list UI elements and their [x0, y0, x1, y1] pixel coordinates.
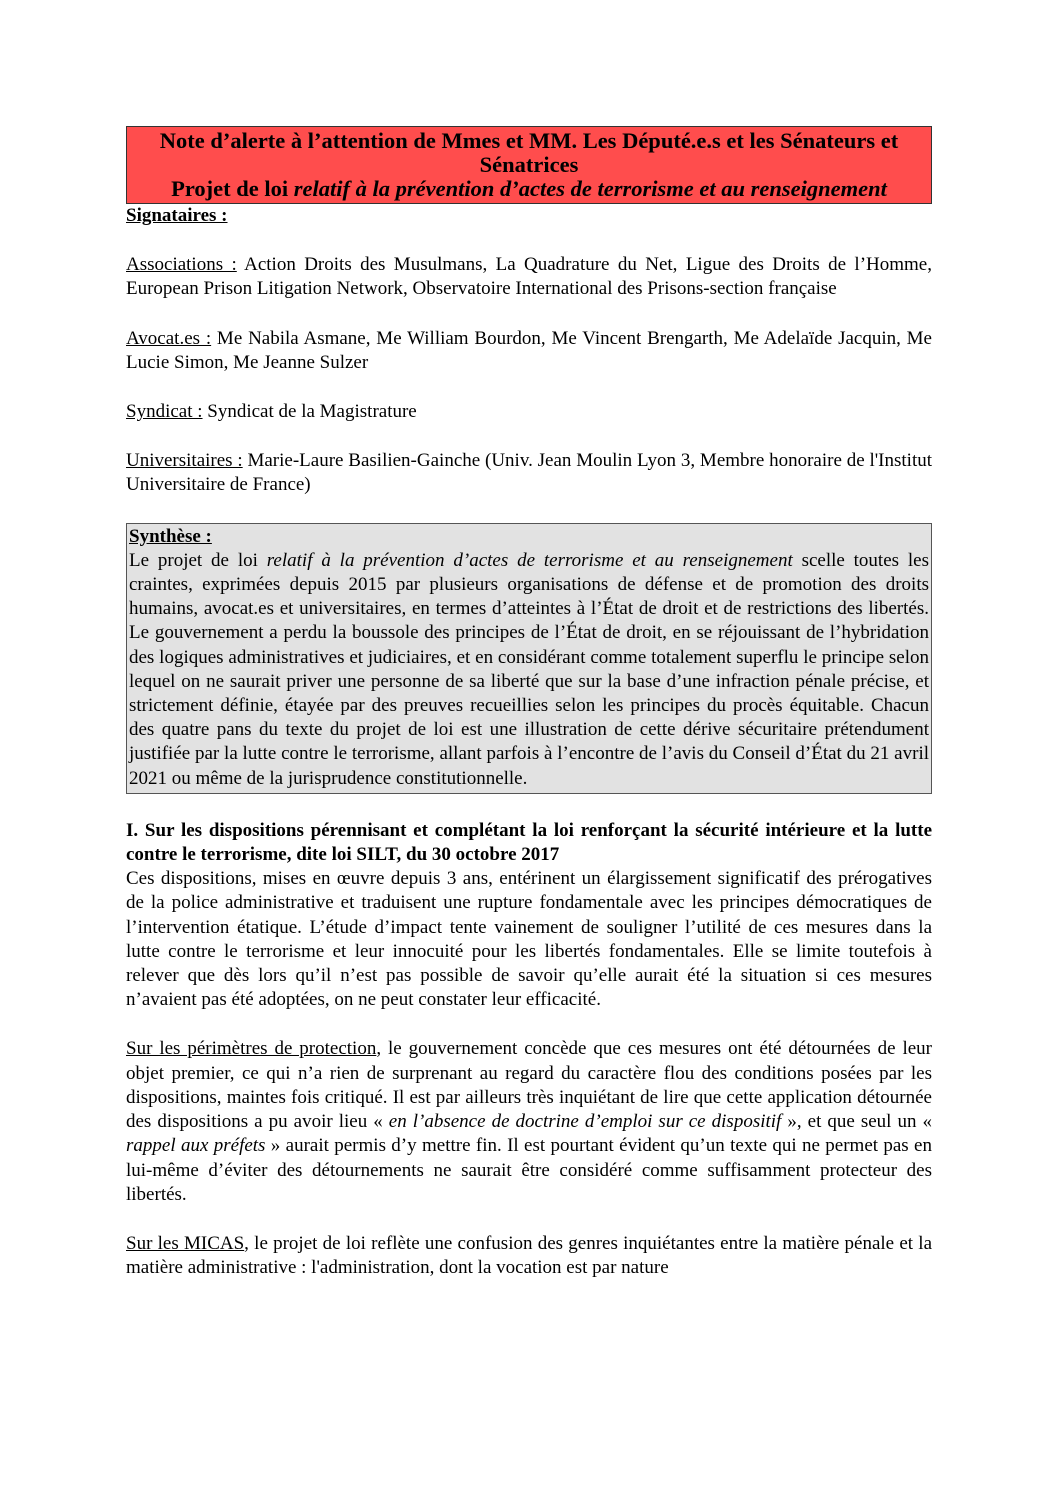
- synthese-text: Le projet de loi relatif à la prévention d’actes de terrorisme et au renseignement scelle toutes les craintes, exprimées depuis 2015 par plusieurs organisations de défense et de promotion des droits humains, avocat.es et universitaires, en termes d’atteintes à l’État de droit et de restrictions des libertés. Le gouvernement a perdu la boussole des principes de l’État de droit, en se réjouissant de l’hybridation des logiques administratives et judiciaires, et en considérant comme totalement superflu le principe selon lequel on ne saurait priver une personne de sa liberté que sur la base d’une infraction pénale précise, et strictement définie, étayée par des preuves recueillies selon les principes du procès équitable. Chacun des quatre pans du texte du projet de loi est une illustration de cette dérive sécuritaire prétendument justifiée par la lutte contre le terrorisme, allant parfois à l’encontre de l’avis du Conseil d’État du 21 avril 2021 ou même de la jurisprudence constitutionnelle.: [129, 549, 929, 789]
- synthese-box: [126, 523, 932, 794]
- universitaires-label: Universitaires :: [126, 450, 243, 472]
- alert-banner: [126, 126, 932, 204]
- avocats-paragraph: Avocat.es : Me Nabila Asmane, Me William Bourdon, Me Vincent Brengarth, Me Adelaïde Jacquin, Me Lucie Simon, Me Jeanne Sulzer: [126, 327, 932, 373]
- section-paragraph-1: Ces dispositions, mises en œuvre depuis 3 ans, entérinent un élargissement significatif des prérogatives de la police administrative et traduisent une rupture fondamentale avec les principes démocratiques de l’intervention étatique. L’étude d’impact tente vainement de souligner l’utilité de ces mesures dans la lutte contre le terrorisme et leur innocuité pour les libertés fondamentales. Elle se limite toutefois à relever que dès lors qu’il n’est pas possible de savoir qu’elle aurait été la situation si ces mesures n’avaient pas été adoptées, on ne peut constater leur efficacité.: [126, 868, 932, 1011]
- banner-subtitle: Projet de loi relatif à la prévention d’actes de terrorisme et au renseignement: [171, 176, 887, 201]
- document-content: [126, 126, 932, 1280]
- universitaires-paragraph: Universitaires : Marie-Laure Basilien-Gainche (Univ. Jean Moulin Lyon 3, Membre honoraire de l'Institut Universitaire de France): [126, 450, 932, 496]
- micas-label: Sur les MICAS: [126, 1232, 245, 1254]
- section-paragraph-2: Sur les périmètres de protection, le gouvernement concède que ces mesures ont été détournées de leur objet premier, ce qui n’a rien de surprenant au regard du caractère flou des conditions posées par les dispositions, maintes fois critiqué. Il est par ailleurs très inquiétant de lire que cette application détournée des dispositions a pu avoir lieu « en l’absence de doctrine d’emploi sur ce dispositif », et que seul un « rappel aux préfets » aurait permis d’y mettre fin. Il est pourtant évident qu’un texte qui ne permet pas en lui-même d’éviter des détournements ne saurait être considéré comme suffisamment protecteur des libertés.: [126, 1038, 933, 1205]
- synthese-title: Synthèse :: [129, 525, 212, 547]
- associations-label: Associations :: [126, 254, 237, 276]
- banner-title: Note d’alerte à l’attention de Mmes et MM. Les Député.e.s et les Sénateurs et Sénatrices: [159, 128, 899, 177]
- section-heading: I. Sur les dispositions pérennisant et complétant la loi renforçant la sécurité intérieure et la lutte contre le terrorisme, dite loi SILT, du 30 octobre 2017: [126, 819, 932, 866]
- section-paragraph-3: Sur les MICAS, le projet de loi reflète une confusion des genres inquiétantes entre la matière pénale et la matière administrative : l'administration, dont la vocation est par nature: [126, 1232, 932, 1279]
- signataires-title: Signataires :: [126, 205, 228, 226]
- perimetres-label: Sur les périmètres de protection: [126, 1038, 377, 1060]
- avocats-label: Avocat.es :: [126, 327, 212, 349]
- associations-paragraph: Associations : Action Droits des Musulmans, La Quadrature du Net, Ligue des Droits de l’Homme, European Prison Litigation Network, Observatoire International des Prisons-section française: [126, 254, 932, 300]
- syndicat-paragraph: Syndicat : Syndicat de la Magistrature: [126, 401, 417, 423]
- syndicat-label: Syndicat :: [126, 401, 203, 423]
